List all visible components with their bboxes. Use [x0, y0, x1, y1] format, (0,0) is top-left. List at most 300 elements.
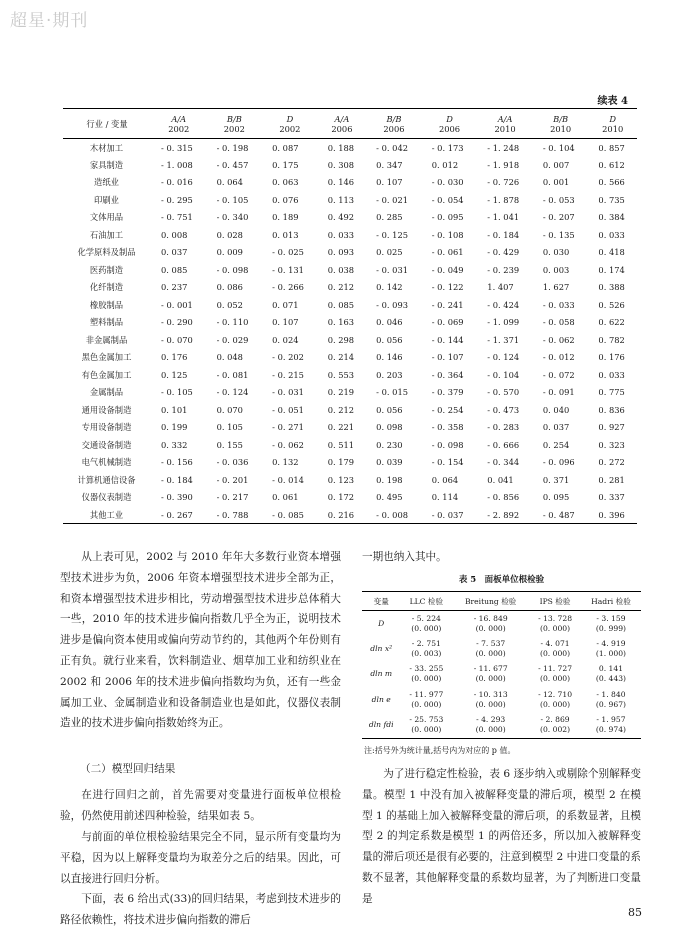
statistic-value: - 4. 071 [540, 638, 570, 648]
statistic-value: - 1. 957 [596, 715, 626, 724]
table-header-row [362, 592, 641, 611]
table-cell: 0. 198 [376, 474, 403, 485]
p-value: (0. 000) [411, 725, 442, 734]
table-cell: - 0. 473 [487, 404, 520, 415]
table-cell: 0. 009 [216, 247, 243, 258]
industry-name: 其他工业 [89, 509, 124, 520]
column-header: Breitung 检验 [464, 596, 517, 606]
table-cell: - 0. 031 [376, 264, 409, 275]
table-cell: - 0. 135 [542, 229, 575, 240]
column-header [588, 109, 637, 139]
table-cell: 0. 836 [598, 404, 625, 415]
industry-name: 非金属制品 [85, 334, 128, 345]
table-cell: - 0. 215 [272, 369, 304, 380]
table-cell: - 0. 856 [487, 492, 520, 503]
column-header [318, 109, 366, 139]
column-header [477, 109, 533, 139]
table-row [63, 366, 637, 384]
table-cell: - 0. 062 [272, 439, 304, 450]
table-cell: - 0. 037 [431, 509, 464, 520]
table-cell: 0. 064 [431, 474, 459, 485]
header-year: 2002 [223, 123, 245, 134]
table-cell: 0. 040 [542, 404, 570, 415]
table-cell: 0. 237 [161, 282, 188, 293]
table-cell: - 0. 184 [161, 474, 193, 485]
table-cell: - 0. 202 [272, 352, 304, 363]
table-cell: - 0. 726 [487, 177, 520, 188]
table-cell: 0. 332 [161, 439, 188, 450]
table-cell: - 0. 104 [542, 142, 575, 153]
paragraph-unit-root-intro: 在进行回归之前，首先需要对变量进行面板单位根检验，仍然使用前述四种检验，结果如表 5。 [60, 789, 341, 822]
watermark: 超星·期刊 [10, 11, 89, 31]
statistic-value: - 5. 224 [411, 613, 441, 623]
table-row [63, 296, 637, 314]
table-cell: - 0. 042 [376, 142, 409, 153]
industry-name: 橡胶制品 [89, 299, 124, 310]
table-cell [452, 636, 529, 662]
header-year: 2010 [550, 123, 572, 134]
table-cell: 0. 061 [272, 492, 299, 503]
p-value: (0. 000) [540, 623, 571, 633]
table-cell: - 0. 283 [487, 422, 520, 433]
table-cell: - 0. 029 [216, 334, 249, 345]
table-cell: 0. 188 [327, 142, 355, 153]
table-cell: 0. 612 [598, 159, 625, 170]
table-cell: - 0. 254 [431, 404, 464, 415]
paragraph-results-summary: 从上表可见，2002 与 2010 年年大多数行业资本增强型技术进步为负，2006 年资本增强型技术进步全部为正，和资本增强型技术进步相比，劳动增强型技术进步总体稍大一些，2010 年的技术进步偏向指数几乎全为正，说明技术进步是偏向资本使用或偏向劳动节约的，其他两个年份则有正有负。就行业来看，饮料制造业、烟草加工业和纺织业在 2002 和 2006 年的技术进步偏向指数均为负，还有一些金属加工业、金属制造业和设备制造业也是如此，仪器仪表制造业的技术进步偏向指数始终为正。 [60, 551, 341, 730]
statistic-value: - 3. 159 [596, 613, 626, 623]
table-cell: - 0. 105 [216, 194, 249, 205]
table-cell [452, 662, 529, 688]
industry-name: 造纸业 [94, 177, 119, 188]
table-cell: - 0. 241 [431, 299, 464, 310]
table-cell [529, 662, 581, 688]
table-cell: - 2. 892 [487, 509, 520, 520]
column-header [151, 109, 207, 139]
table-cell: - 0. 267 [161, 509, 193, 520]
table-cell: 0. 125 [161, 369, 188, 380]
table-cell: 0. 622 [598, 317, 625, 328]
table-cell: - 0. 173 [431, 142, 464, 153]
p-value: (0. 000) [411, 699, 442, 709]
table-cell: 0. 052 [216, 299, 243, 310]
table-cell: - 0. 033 [542, 299, 575, 310]
table-cell: 0. 298 [327, 334, 355, 345]
p-value: (0. 999) [595, 623, 627, 633]
table-cell: 0. 396 [598, 509, 625, 520]
table-cell: - 0. 207 [542, 212, 575, 223]
statistic-value: - 13. 728 [538, 613, 573, 623]
table-cell [581, 636, 641, 662]
table-cell [529, 713, 581, 739]
table-cell [529, 611, 581, 637]
table-cell: - 0. 315 [161, 142, 193, 153]
table-cell: - 0. 424 [487, 299, 520, 310]
table-cell: - 1. 878 [487, 194, 520, 205]
industry-name: 黑色金属加工 [81, 352, 132, 363]
industry-name: 医药制造 [89, 264, 124, 275]
industry-name: 计算机通信设备 [77, 474, 136, 485]
p-value: (0. 000) [411, 623, 442, 633]
table-cell: - 0. 110 [216, 317, 249, 328]
table-cell [400, 687, 452, 713]
industry-name: 通用设备制造 [81, 404, 132, 415]
variable-name: dln m [370, 669, 393, 679]
table-row [63, 506, 637, 524]
statistic-value: - 2. 751 [411, 638, 441, 648]
table-cell [452, 611, 529, 637]
header-year: 2010 [494, 123, 516, 134]
table-cell: 0. 566 [598, 177, 625, 188]
table-cell: - 0. 015 [376, 387, 409, 398]
table-cell: - 0. 156 [161, 457, 193, 468]
table-cell: - 0. 104 [487, 369, 520, 380]
table-cell [581, 687, 641, 713]
table-cell: - 0. 025 [272, 247, 304, 258]
table-cell: 0. 176 [161, 352, 188, 363]
table-row [63, 419, 637, 437]
table-cell: 0. 056 [376, 404, 403, 415]
table-cell [400, 636, 452, 662]
table-cell: - 1. 008 [161, 159, 193, 170]
table-cell: - 0. 184 [487, 229, 520, 240]
table-cell: 0. 037 [161, 247, 188, 258]
table-cell: 0. 025 [376, 247, 403, 258]
table-cell: 0. 024 [272, 334, 299, 345]
table-row [63, 156, 637, 174]
table-cell: 0. 046 [376, 317, 403, 328]
table-cell: - 0. 107 [431, 352, 464, 363]
variable-name: dln x² [370, 643, 393, 653]
table-cell: - 0. 014 [272, 474, 304, 485]
statistic-value: - 25. 753 [409, 715, 444, 724]
table-cell: - 0. 340 [216, 212, 249, 223]
table-cell: - 0. 031 [272, 387, 304, 398]
table-cell: - 0. 358 [431, 422, 464, 433]
table-cell: - 0. 054 [431, 194, 464, 205]
table-cell: 1. 407 [487, 282, 514, 293]
table-cell: 0. 008 [161, 229, 188, 240]
header-year: 2006 [383, 123, 405, 134]
table-cell: 0. 113 [327, 194, 355, 205]
header-variable: A/A [334, 113, 350, 124]
table-cell: 0. 272 [598, 457, 625, 468]
table-cell: - 0. 021 [376, 194, 409, 205]
table-cell: 0. 095 [542, 492, 570, 503]
table-cell: 0. 146 [327, 177, 355, 188]
industry-name: 金属制品 [89, 387, 124, 398]
table-cell: 0. 172 [327, 492, 355, 503]
table-cell: 0. 033 [598, 229, 625, 240]
header-variable: D [609, 113, 617, 124]
table-cell: - 0. 217 [216, 492, 249, 503]
table-cell: 0. 212 [327, 404, 355, 415]
table-row [63, 314, 637, 332]
table-cell: 0. 492 [327, 212, 355, 223]
industry-name: 仪器仪表制造 [81, 492, 132, 503]
column-header: 变量 [373, 596, 389, 606]
table-cell: - 0. 390 [161, 492, 193, 503]
table-cell: 1. 627 [542, 282, 570, 293]
table-cell: - 1. 099 [487, 317, 520, 328]
table-cell: 0. 003 [542, 264, 570, 275]
table-cell: 0. 063 [272, 177, 299, 188]
column-header [533, 109, 589, 139]
table-cell: 0. 254 [542, 439, 570, 450]
table-row [63, 471, 637, 489]
table-cell: 0. 013 [272, 229, 299, 240]
table-cell: 0. 087 [272, 142, 299, 153]
table-cell: 0. 323 [598, 439, 625, 450]
table-cell: 0. 199 [161, 422, 188, 433]
table-cell: - 0. 788 [216, 509, 249, 520]
industry-name: 化学原料及制品 [77, 247, 136, 258]
table-cell: 0. 782 [598, 334, 625, 345]
variable-name: dln e [371, 694, 391, 704]
table-cell: - 1. 918 [487, 159, 520, 170]
table-cell: - 0. 085 [272, 509, 304, 520]
table-cell: - 0. 295 [161, 194, 193, 205]
p-value: (0. 967) [595, 699, 627, 709]
table-cell [529, 687, 581, 713]
table-row [362, 662, 641, 688]
table-cell: 0. 048 [216, 352, 243, 363]
table-cell: 0. 064 [216, 177, 243, 188]
table-cell: 0. 098 [376, 422, 403, 433]
table-cell: 0. 214 [327, 352, 355, 363]
statistic-value: - 33. 255 [409, 664, 444, 674]
table-cell: - 0. 290 [161, 317, 193, 328]
header-variable: A/A [171, 113, 187, 124]
table-row [63, 191, 637, 209]
section-heading-regression: （二）模型回归结果 [80, 763, 176, 775]
table-cell: 0. 001 [542, 177, 570, 188]
table-cell: - 0. 125 [376, 229, 409, 240]
table-cell: - 0. 131 [272, 264, 304, 275]
table-cell: 0. 056 [376, 334, 403, 345]
table-cell: 0. 033 [598, 369, 625, 380]
table-cell: 0. 007 [542, 159, 570, 170]
header-year: 2006 [438, 123, 461, 134]
table-cell: - 0. 154 [431, 457, 464, 468]
header-year: 2010 [602, 123, 624, 134]
table-cell: - 0. 124 [487, 352, 520, 363]
table-cell: 0. 123 [327, 474, 355, 485]
table-cell: - 0. 344 [487, 457, 520, 468]
table-cell: - 0. 061 [431, 247, 464, 258]
table-cell: - 0. 008 [376, 509, 409, 520]
table-cell: - 0. 108 [431, 229, 464, 240]
header-year: 2006 [331, 123, 353, 134]
table-cell [400, 611, 452, 637]
table-cell: 0. 308 [327, 159, 355, 170]
paragraph-lag-continuation: 一期也纳入其中。 [362, 551, 447, 563]
table-cell: 0. 337 [598, 492, 625, 503]
table-row [63, 244, 637, 262]
table-5-title: 表 5 面板单位根检验 [458, 575, 545, 585]
statistic-value: 0. 141 [598, 664, 624, 674]
header-year: 2002 [168, 123, 190, 134]
statistic-value: - 10. 313 [473, 689, 508, 699]
table-row [362, 687, 641, 713]
table-cell: - 0. 457 [216, 159, 249, 170]
p-value: (0. 000) [411, 674, 442, 684]
p-value: (0. 000) [475, 699, 506, 709]
page-number: 85 [628, 906, 642, 919]
table-cell: - 0. 001 [161, 299, 193, 310]
p-value: (0. 000) [540, 648, 571, 658]
industry-name: 文体用品 [89, 212, 124, 223]
table-cell: - 0. 198 [216, 142, 249, 153]
table-cell: 0. 553 [327, 369, 355, 380]
table-cell: 0. 030 [542, 247, 570, 258]
column-header [422, 109, 478, 139]
table-cell: 0. 037 [542, 422, 570, 433]
table-cell: - 0. 144 [431, 334, 464, 345]
industry-name: 木材加工 [89, 142, 124, 153]
column-header [366, 109, 422, 139]
table-row [63, 436, 637, 454]
column-header [262, 109, 318, 139]
p-value: (0. 003) [411, 648, 442, 658]
p-value: (0. 000) [475, 623, 506, 633]
column-header: IPS 检验 [539, 596, 571, 606]
variable-name: D [378, 618, 385, 628]
table-cell: 0. 033 [327, 229, 355, 240]
table-row [63, 349, 637, 367]
column-header-industry [63, 109, 151, 139]
p-value: (0. 002) [540, 725, 571, 734]
table-cell: - 0. 049 [431, 264, 464, 275]
table-cell: - 1. 248 [487, 142, 520, 153]
statistic-value: - 4. 293 [476, 715, 506, 724]
table-cell: 0. 041 [487, 474, 514, 485]
table-cell: - 0. 379 [431, 387, 464, 398]
statistic-value: - 2. 869 [540, 715, 570, 724]
table-cell: - 0. 058 [542, 317, 575, 328]
table-cell: 0. 221 [327, 422, 355, 433]
table-cell: - 0. 036 [216, 457, 249, 468]
table-cell: 0. 281 [598, 474, 625, 485]
table-cell: 0. 511 [327, 439, 355, 450]
header-variable: D [446, 113, 453, 124]
industry-name: 交通设备制造 [81, 439, 132, 450]
table-row [63, 489, 637, 507]
table-cell: 0. 418 [598, 247, 625, 258]
table-continuation-label: 续表 4 [597, 96, 628, 107]
table-cell: 0. 371 [542, 474, 570, 485]
table-cell: 0. 085 [161, 264, 188, 275]
table-cell [452, 713, 529, 739]
table-row [362, 611, 641, 637]
table-row [63, 279, 637, 297]
table-cell: 0. 012 [431, 159, 459, 170]
table-cell: 0. 384 [598, 212, 625, 223]
table-cell: - 0. 070 [161, 334, 193, 345]
table-5 [362, 591, 641, 739]
statistic-value: - 11. 977 [409, 689, 444, 699]
table-cell: 0. 146 [376, 352, 403, 363]
statistic-value: - 7. 537 [476, 638, 506, 648]
industry-name: 家具制造 [89, 159, 124, 170]
statistic-value: - 11. 727 [538, 664, 573, 674]
header-variable: B/B [386, 113, 402, 124]
table-cell: - 0. 069 [431, 317, 464, 328]
table-cell: 0. 039 [376, 457, 403, 468]
table-cell: - 0. 062 [542, 334, 575, 345]
table-cell: - 0. 081 [216, 369, 249, 380]
table-cell: 0. 070 [216, 404, 243, 415]
table-cell: 0. 107 [376, 177, 403, 188]
table-row [63, 174, 637, 192]
table-cell: 0. 038 [327, 264, 355, 275]
statistic-value: - 12. 710 [538, 689, 573, 699]
table-cell: - 0. 072 [542, 369, 575, 380]
column-header [207, 109, 263, 139]
table-header-row [63, 109, 637, 139]
table-cell: 0. 086 [216, 282, 243, 293]
table-cell [400, 662, 452, 688]
table-cell: 0. 132 [272, 457, 299, 468]
statistic-value: - 1. 840 [596, 689, 626, 699]
table-4 [63, 108, 637, 524]
paragraph-stationarity: 与前面的单位根检验结果完全不同，显示所有变量均为平稳，因为以上解释变量均为取差分之后的结果。因此，可以直接进行回归分析。 [60, 831, 341, 885]
industry-name: 印刷业 [94, 194, 119, 205]
table-cell: - 1. 371 [487, 334, 520, 345]
variable-name: dln fdi [368, 720, 394, 729]
table-cell: 0. 105 [216, 422, 243, 433]
header-variable: D [286, 113, 294, 124]
table-cell: - 0. 093 [376, 299, 409, 310]
table-cell [581, 713, 641, 739]
table-cell: 0. 175 [272, 159, 299, 170]
industry-name: 电气机械制造 [81, 457, 132, 468]
table-cell: 0. 219 [327, 387, 355, 398]
table-cell: 0. 735 [598, 194, 625, 205]
table-cell: 0. 927 [598, 422, 625, 433]
table-cell: - 0. 098 [431, 439, 464, 450]
table-cell: 0. 347 [376, 159, 403, 170]
table-cell: 0. 857 [598, 142, 625, 153]
table-cell: - 0. 098 [216, 264, 249, 275]
table-cell: - 0. 091 [542, 387, 575, 398]
paragraph-robustness: 为了进行稳定性检验，表 6 逐步纳入或剔除个别解释变量。模型 1 中没有加入被解释变量的滞后项，模型 2 在模型 1 的基础上加入被解释变量的滞后项，的系数显著，且模型 2 的判定系数是模型 1 的两倍还多，所以加入被解释变量的滞后项还是很有必要的，注意到模型 2 中进口变量的系数不显著，其他解释变量的系数均显著，为了判断进口变量是 [362, 768, 641, 905]
table-cell: 0. 101 [161, 404, 188, 415]
industry-name: 石油加工 [89, 229, 124, 240]
table-cell: - 0. 751 [161, 212, 193, 223]
table-cell: 0. 203 [376, 369, 403, 380]
table-cell: 0. 114 [431, 492, 459, 503]
header-variable: A/A [497, 113, 513, 124]
table-cell: 0. 495 [376, 492, 403, 503]
table-cell: - 0. 429 [487, 247, 520, 258]
table-cell: - 0. 053 [542, 194, 575, 205]
industry-name: 有色金属加工 [81, 369, 132, 380]
table-row [63, 331, 637, 349]
table-row [63, 401, 637, 419]
table-cell: - 0. 239 [487, 264, 520, 275]
p-value: (0. 000) [540, 674, 571, 684]
header-year: 2002 [279, 123, 301, 134]
table-row [63, 454, 637, 472]
table-cell: 0. 142 [376, 282, 403, 293]
table-row [362, 713, 641, 739]
table-cell: 0. 163 [327, 317, 355, 328]
statistic-value: - 11. 677 [473, 664, 508, 674]
table-cell: 0. 216 [327, 509, 355, 520]
table-cell [581, 662, 641, 688]
industry-name: 塑料制品 [89, 317, 124, 328]
